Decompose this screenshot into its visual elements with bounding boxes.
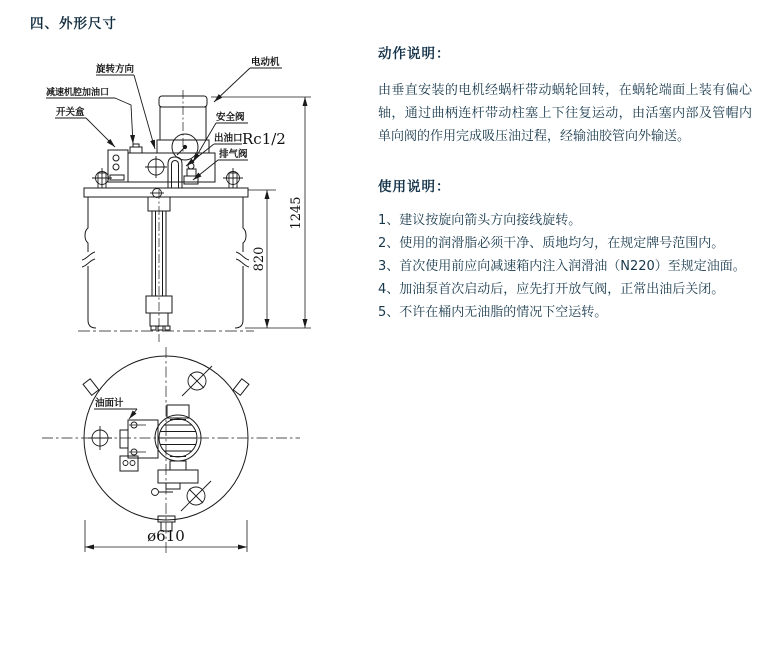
switch-box-shape: [108, 150, 128, 182]
usage-item-4: 4、加油泵首次启动后，应先打开放气阀，正常出油后关闭。: [378, 282, 725, 297]
top-view: [42, 347, 300, 555]
valve-fittings: [184, 163, 198, 184]
front-view: [46, 68, 311, 342]
page-title: 四、外形尺寸: [30, 16, 117, 32]
gearbox-bolt: [145, 156, 167, 178]
label-oil-outlet-thread: Rc1/2: [242, 130, 286, 148]
fill-port-fitting: [130, 144, 142, 153]
description-column: [378, 42, 752, 324]
base-plate: [84, 188, 248, 197]
outlet-pipe: [168, 157, 182, 188]
crank-assembly: [152, 461, 199, 496]
usage-item-2: 2、使用的润滑脂必须干净、质地均匀，在规定牌号范围内。: [378, 236, 725, 251]
dim-text-820: 820: [252, 246, 267, 272]
fastener-symbol-top: [182, 366, 212, 396]
label-oil-level-gauge: 油面计: [95, 398, 124, 409]
usage-heading: 使用说明：: [378, 179, 451, 195]
lid-bolt-left: [92, 168, 112, 188]
action-heading: 动作说明：: [378, 46, 451, 62]
pump-housing: [120, 420, 158, 471]
usage-item-3: 3、首次使用前应向减速箱内注入润滑油（N220）至规定油面。: [378, 259, 746, 274]
dim-text-1245: 1245: [289, 196, 304, 230]
usage-item-5: 5、不许在桶内无油脂的情况下空运转。: [378, 305, 608, 320]
lid-bolt-right: [223, 168, 243, 188]
label-reducer-fill-port: 减速机腔加油口: [46, 88, 110, 98]
fastener-symbol-bottom: [181, 481, 211, 511]
worm-wheel: [172, 134, 198, 160]
label-air-release-valve: 排气阀: [219, 149, 248, 160]
base-center-bolt: [150, 189, 164, 198]
plan-bolt-left: [88, 426, 112, 450]
edge-tab-left: [83, 379, 99, 396]
motor-grille: [155, 405, 201, 461]
label-safety-valve: 安全阀: [216, 112, 245, 123]
dimension-drawing: [30, 50, 350, 580]
gauge-leader: [94, 409, 137, 419]
usage-list: [378, 209, 752, 324]
usage-item-1: 1、建议按旋向箭头方向接线旋转。: [378, 213, 582, 228]
dim-text-610: ø610: [147, 527, 185, 545]
label-rotation-direction: 旋转方向: [96, 64, 135, 75]
leader-lines: [46, 68, 282, 180]
action-body: 由垂直安装的电机经蜗杆带动蜗轮回转，在蜗轮端面上装有偏心轴，通过曲柄连杆带动柱塞上下往复运动，由活塞内部及管帽内单向阀的作用完成吸压油过程，经输油胶管向外输送。: [378, 83, 752, 144]
label-switch-box: 开关盒: [56, 107, 85, 118]
label-oil-outlet: 出油口: [214, 133, 243, 144]
edge-tab-right: [233, 379, 249, 396]
outline-dimensions-svg: [30, 50, 350, 580]
label-motor: 电动机: [251, 57, 280, 68]
